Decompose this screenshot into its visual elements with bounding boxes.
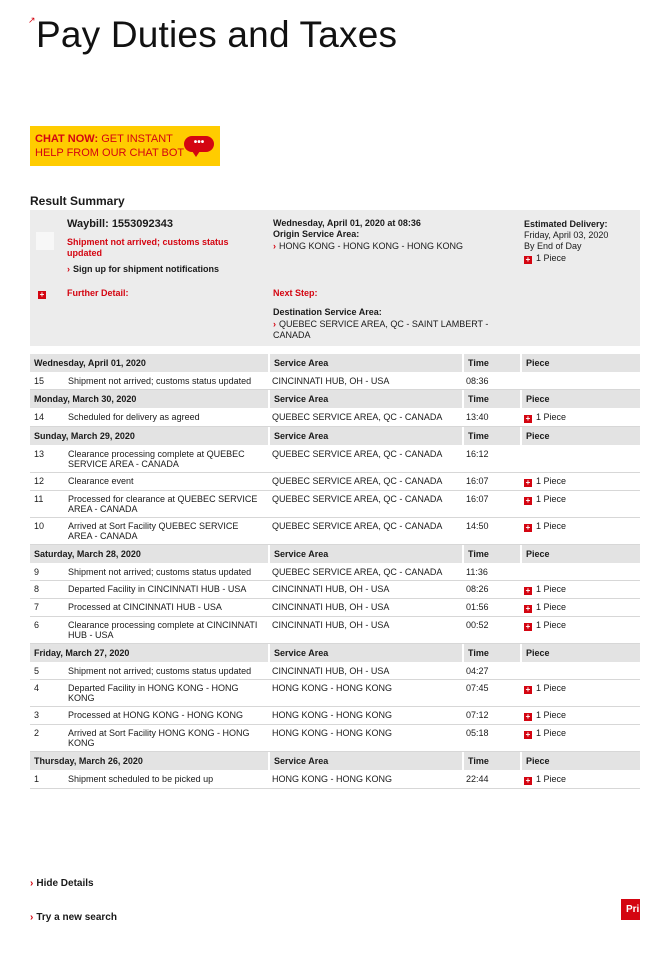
row-piece xyxy=(520,491,640,518)
service-area-header: Service Area xyxy=(268,427,462,446)
row-piece xyxy=(520,771,640,789)
group-date: Friday, March 27, 2020 xyxy=(30,644,268,663)
row-service-area: CINCINNATI HUB, OH - USA xyxy=(268,373,462,390)
table-row xyxy=(30,518,640,545)
plus-square-icon[interactable]: + xyxy=(525,586,531,595)
row-piece-label: 1 Piece xyxy=(536,412,567,422)
row-service-area: CINCINNATI HUB, OH - USA xyxy=(268,581,462,599)
table-row xyxy=(30,581,640,599)
table-row xyxy=(30,771,640,789)
new-search-link[interactable] xyxy=(30,912,117,923)
hide-details-label: Hide Details xyxy=(36,878,94,889)
row-piece xyxy=(520,707,640,725)
row-piece xyxy=(520,564,640,581)
group-date: Thursday, March 26, 2020 xyxy=(30,752,268,771)
plus-square-icon[interactable]: + xyxy=(525,730,531,739)
piece-header: Piece xyxy=(520,354,640,373)
signup-notifications-link[interactable] xyxy=(67,264,219,275)
row-piece xyxy=(520,663,640,680)
row-time: 07:45 xyxy=(462,680,520,707)
date-group-header xyxy=(30,752,640,771)
print-button[interactable]: Print xyxy=(621,899,640,920)
row-description: Shipment not arrived; customs status updated xyxy=(64,663,268,680)
time-header: Time xyxy=(462,644,520,663)
row-description: Arrived at Sort Facility QUEBEC SERVICE AREA - CANADA xyxy=(64,518,268,545)
row-description: Clearance event xyxy=(64,473,268,491)
row-description: Shipment not arrived; customs status updated xyxy=(64,564,268,581)
time-header: Time xyxy=(462,354,520,373)
service-area-header: Service Area xyxy=(268,390,462,409)
group-date: Sunday, March 29, 2020 xyxy=(30,427,268,446)
table-row xyxy=(30,707,640,725)
row-time: 01:56 xyxy=(462,599,520,617)
origin-label: Origin Service Area: xyxy=(273,229,360,239)
row-service-area: QUEBEC SERVICE AREA, QC - CANADA xyxy=(268,491,462,518)
row-time: 16:07 xyxy=(462,491,520,518)
row-piece xyxy=(520,409,640,427)
piece-header: Piece xyxy=(520,390,640,409)
table-row xyxy=(30,491,640,518)
row-description: Arrived at Sort Facility HONG KONG - HONG KONG xyxy=(64,725,268,752)
chat-bubble-icon: ••• xyxy=(184,136,214,152)
shipment-status: Shipment not arrived; customs status updated xyxy=(67,237,229,258)
row-piece-label: 1 Piece xyxy=(536,584,567,594)
row-service-area: HONG KONG - HONG KONG xyxy=(268,725,462,752)
plus-square-icon[interactable]: + xyxy=(525,776,531,785)
row-time: 16:12 xyxy=(462,446,520,473)
destination-value-text: QUEBEC SERVICE AREA, QC - SAINT LAMBERT - CANADA xyxy=(273,319,489,340)
hide-details-link[interactable] xyxy=(30,878,94,889)
time-header: Time xyxy=(462,390,520,409)
row-time: 11:36 xyxy=(462,564,520,581)
row-piece-label: 1 Piece xyxy=(536,683,567,693)
shipment-summary-panel xyxy=(30,210,640,346)
row-piece-label: 1 Piece xyxy=(536,494,567,504)
row-description: Processed for clearance at QUEBEC SERVICE AREA - CANADA xyxy=(64,491,268,518)
origin-value-text: HONG KONG - HONG KONG - HONG KONG xyxy=(279,241,464,251)
row-service-area: QUEBEC SERVICE AREA, QC - CANADA xyxy=(268,446,462,473)
row-description: Scheduled for delivery as agreed xyxy=(64,409,268,427)
chat-banner-text-1: GET INSTANT xyxy=(98,133,173,145)
summary-pieces-label: 1 Piece xyxy=(536,253,567,263)
row-number: 11 xyxy=(30,491,64,518)
shipment-history-table xyxy=(30,354,640,789)
date-group-header xyxy=(30,427,640,446)
row-service-area: QUEBEC SERVICE AREA, QC - CANADA xyxy=(268,518,462,545)
row-description: Departed Facility in HONG KONG - HONG KONG xyxy=(64,680,268,707)
date-group-header xyxy=(30,545,640,564)
row-service-area: QUEBEC SERVICE AREA, QC - CANADA xyxy=(268,473,462,491)
group-date: Saturday, March 28, 2020 xyxy=(30,545,268,564)
new-search-label: Try a new search xyxy=(36,912,117,923)
row-number: 10 xyxy=(30,518,64,545)
estimated-delivery-date: Friday, April 03, 2020 xyxy=(524,230,609,240)
signup-notifications-label: Sign up for shipment notifications xyxy=(73,264,219,274)
row-number: 7 xyxy=(30,599,64,617)
table-row xyxy=(30,473,640,491)
row-time: 07:12 xyxy=(462,707,520,725)
group-date: Wednesday, April 01, 2020 xyxy=(30,354,268,373)
row-service-area: QUEBEC SERVICE AREA, QC - CANADA xyxy=(268,409,462,427)
row-number: 9 xyxy=(30,564,64,581)
row-service-area: HONG KONG - HONG KONG xyxy=(268,680,462,707)
further-detail-toggle[interactable] xyxy=(38,288,50,299)
table-row xyxy=(30,446,640,473)
plus-square-icon[interactable]: + xyxy=(525,685,531,694)
row-piece xyxy=(520,581,640,599)
chevron-right-icon: › xyxy=(30,912,34,923)
row-number: 5 xyxy=(30,663,64,680)
table-row xyxy=(30,409,640,427)
date-group-header xyxy=(30,390,640,409)
service-area-header: Service Area xyxy=(268,354,462,373)
plus-square-icon: + xyxy=(525,255,531,264)
further-detail-label: Further Detail: xyxy=(67,288,129,298)
row-piece xyxy=(520,725,640,752)
plus-square-icon[interactable]: + xyxy=(525,414,531,423)
row-piece-label: 1 Piece xyxy=(536,521,567,531)
piece-header: Piece xyxy=(520,644,640,663)
row-number: 1 xyxy=(30,771,64,789)
row-time: 00:52 xyxy=(462,617,520,644)
row-description: Departed Facility in CINCINNATI HUB - USA xyxy=(64,581,268,599)
row-piece-label: 1 Piece xyxy=(536,728,567,738)
piece-header: Piece xyxy=(520,545,640,564)
table-row xyxy=(30,373,640,390)
row-description: Clearance processing complete at CINCINNATI HUB - USA xyxy=(64,617,268,644)
piece-header: Piece xyxy=(520,752,640,771)
row-number: 14 xyxy=(30,409,64,427)
row-piece xyxy=(520,599,640,617)
table-row xyxy=(30,617,640,644)
destination-value xyxy=(273,319,493,341)
row-piece xyxy=(520,680,640,707)
row-piece xyxy=(520,473,640,491)
row-time: 16:07 xyxy=(462,473,520,491)
chat-banner-strong: CHAT NOW: xyxy=(35,133,99,145)
plus-square-icon: + xyxy=(39,290,45,299)
plus-square-icon[interactable]: + xyxy=(525,712,531,721)
destination-label: Destination Service Area: xyxy=(273,307,382,317)
group-date: Monday, March 30, 2020 xyxy=(30,390,268,409)
row-time: 05:18 xyxy=(462,725,520,752)
row-description: Shipment not arrived; customs status updated xyxy=(64,373,268,390)
chat-now-banner[interactable] xyxy=(30,126,220,166)
page-title: Pay Duties and Taxes xyxy=(36,14,398,55)
estimated-delivery-time: By End of Day xyxy=(524,241,582,251)
row-service-area: HONG KONG - HONG KONG xyxy=(268,771,462,789)
estimated-delivery-label: Estimated Delivery: xyxy=(524,219,608,229)
service-area-header: Service Area xyxy=(268,644,462,663)
date-group-header xyxy=(30,644,640,663)
table-row xyxy=(30,599,640,617)
time-header: Time xyxy=(462,427,520,446)
origin-value xyxy=(273,241,463,252)
row-time: 14:50 xyxy=(462,518,520,545)
chat-banner-text-2: HELP FROM OUR CHAT BOT xyxy=(35,147,185,159)
date-group-header xyxy=(30,354,640,373)
time-header: Time xyxy=(462,545,520,564)
row-service-area: QUEBEC SERVICE AREA, QC - CANADA xyxy=(268,564,462,581)
last-event-datetime: Wednesday, April 01, 2020 at 08:36 xyxy=(273,218,421,228)
row-time: 22:44 xyxy=(462,771,520,789)
time-header: Time xyxy=(462,752,520,771)
row-description: Processed at HONG KONG - HONG KONG xyxy=(64,707,268,725)
row-service-area: CINCINNATI HUB, OH - USA xyxy=(268,617,462,644)
plus-square-icon[interactable]: + xyxy=(525,622,531,631)
row-piece-label: 1 Piece xyxy=(536,710,567,720)
row-service-area: CINCINNATI HUB, OH - USA xyxy=(268,663,462,680)
service-area-header: Service Area xyxy=(268,545,462,564)
plus-square-icon[interactable]: + xyxy=(525,604,531,613)
row-piece xyxy=(520,446,640,473)
table-row xyxy=(30,725,640,752)
row-service-area: CINCINNATI HUB, OH - USA xyxy=(268,599,462,617)
chevron-right-icon: › xyxy=(67,264,70,274)
row-time: 08:26 xyxy=(462,581,520,599)
chevron-right-icon: › xyxy=(273,241,276,251)
waybill-number: Waybill: 1553092343 xyxy=(67,218,173,230)
row-time: 13:40 xyxy=(462,409,520,427)
row-time: 04:27 xyxy=(462,663,520,680)
plus-square-icon[interactable]: + xyxy=(525,523,531,532)
row-piece-label: 1 Piece xyxy=(536,620,567,630)
table-row xyxy=(30,663,640,680)
row-number: 15 xyxy=(30,373,64,390)
row-piece xyxy=(520,373,640,390)
row-description: Shipment scheduled to be picked up xyxy=(64,771,268,789)
row-piece xyxy=(520,617,640,644)
piece-header: Piece xyxy=(520,427,640,446)
service-area-header: Service Area xyxy=(268,752,462,771)
table-row xyxy=(30,564,640,581)
row-number: 12 xyxy=(30,473,64,491)
plus-square-icon[interactable]: + xyxy=(525,496,531,505)
row-service-area: HONG KONG - HONG KONG xyxy=(268,707,462,725)
row-piece xyxy=(520,518,640,545)
chevron-right-icon: › xyxy=(273,319,276,329)
row-time: 08:36 xyxy=(462,373,520,390)
row-number: 2 xyxy=(30,725,64,752)
next-step-label: Next Step: xyxy=(273,288,318,298)
row-piece-label: 1 Piece xyxy=(536,476,567,486)
summary-pieces[interactable] xyxy=(524,253,566,264)
shipment-status-image xyxy=(36,232,54,250)
row-number: 4 xyxy=(30,680,64,707)
result-summary-heading: Result Summary xyxy=(30,194,125,208)
row-number: 6 xyxy=(30,617,64,644)
plus-square-icon[interactable]: + xyxy=(525,478,531,487)
row-number: 13 xyxy=(30,446,64,473)
row-piece-label: 1 Piece xyxy=(536,602,567,612)
row-number: 8 xyxy=(30,581,64,599)
row-description: Processed at CINCINNATI HUB - USA xyxy=(64,599,268,617)
chevron-right-icon: › xyxy=(30,878,34,889)
corner-arrow-icon: ↗ xyxy=(28,15,36,25)
row-number: 3 xyxy=(30,707,64,725)
table-row xyxy=(30,680,640,707)
row-piece-label: 1 Piece xyxy=(536,774,567,784)
row-description: Clearance processing complete at QUEBEC SERVICE AREA - CANADA xyxy=(64,446,268,473)
